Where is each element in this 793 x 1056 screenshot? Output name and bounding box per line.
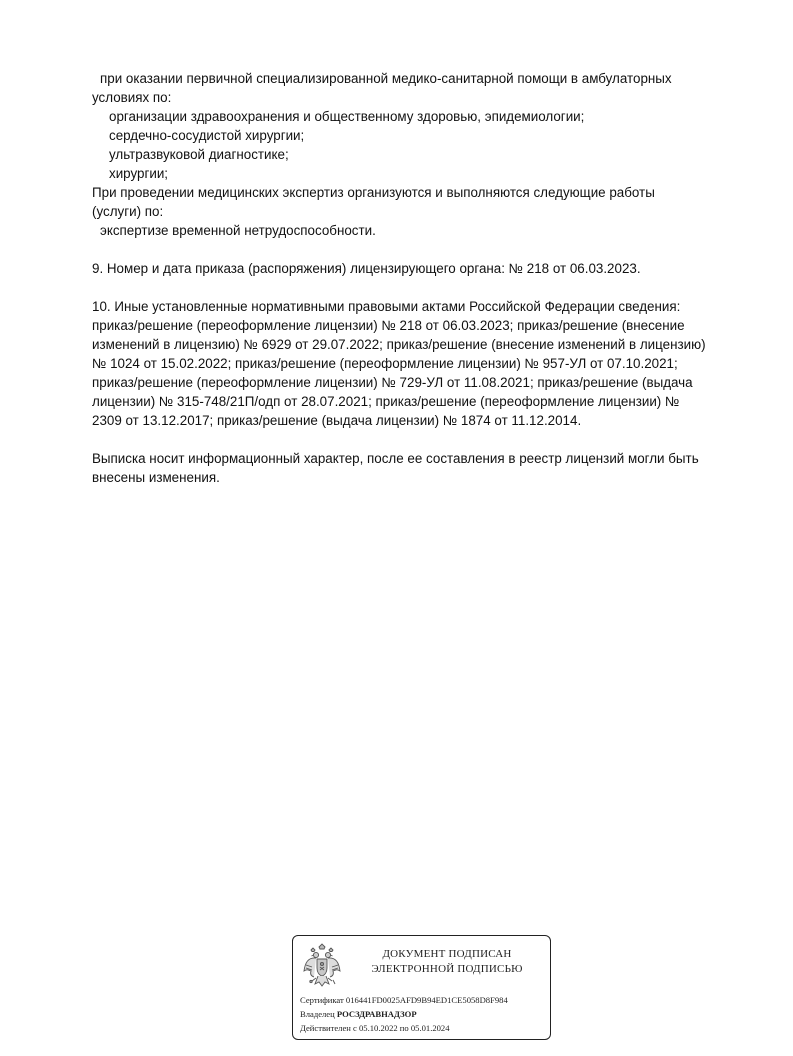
- section-10-line: 2309 от 13.12.2017; приказ/решение (выдача лицензии) № 1874 от 11.12.2014.: [92, 413, 582, 428]
- owner-row: [300, 1008, 417, 1020]
- disclaimer-note-continued: внесены изменения.: [92, 470, 220, 485]
- owner-label: Владелец: [300, 1009, 335, 1019]
- section-10-line: 10. Иные установленные нормативными правовыми актами Российской Федерации сведения:: [92, 299, 681, 314]
- certificate-value: 016441FD0025AFD9B94ED1CE5058D8F984: [345, 995, 508, 1005]
- section-9: 9. Номер и дата приказа (распоряжения) лицензирующего органа: № 218 от 06.03.2023.: [92, 261, 641, 276]
- document-body: [92, 69, 752, 487]
- validity-row: Действителен с 05.10.2022 по 05.01.2024: [300, 1023, 450, 1033]
- owner-value: РОСЗДРАВНАДЗОР: [336, 1009, 417, 1019]
- certificate-row: [300, 994, 508, 1006]
- disclaimer-note: Выписка носит информационный характер, после ее составления в реестр лицензий могли быть: [92, 451, 699, 466]
- electronic-signature-stamp: [292, 935, 551, 1040]
- expertise-intro: При проведении медицинских экспертиз организуются и выполняются следующие работы: [92, 185, 655, 200]
- services-intro: при оказании первичной специализированной медико-санитарной помощи в амбулаторных: [100, 71, 672, 86]
- service-item: хирургии;: [109, 166, 169, 181]
- service-item: сердечно-сосудистой хирургии;: [109, 128, 305, 143]
- section-10-line: № 1024 от 15.02.2022; приказ/решение (переоформление лицензии) № 957-УЛ от 07.10.2021;: [92, 356, 678, 371]
- service-item: организации здравоохранения и общественному здоровью, эпидемиологии;: [109, 109, 585, 124]
- expertise-intro-continued: (услуги) по:: [92, 204, 164, 219]
- expertise-item: экспертизе временной нетрудоспособности.: [100, 223, 376, 238]
- section-10-line: приказ/решение (переоформление лицензии) № 218 от 06.03.2023; приказ/решение (внесение: [92, 318, 685, 333]
- section-10-line: изменений в лицензию) № 6929 от 29.07.2022; приказ/решение (внесение изменений в лицензию): [92, 337, 706, 352]
- section-10-line: приказ/решение (переоформление лицензии) № 729-УЛ от 11.08.2021; приказ/решение (выдача: [92, 375, 693, 390]
- section-10-line: лицензии) № 315-748/21П/одп от 28.07.2021; приказ/решение (переоформление лицензии) №: [92, 394, 680, 409]
- certificate-label: Сертификат: [300, 995, 344, 1005]
- stamp-title: ДОКУМЕНТ ПОДПИСАН ЭЛЕКТРОННОЙ ПОДПИСЬЮ: [371, 948, 523, 975]
- service-item: ультразвуковой диагностике;: [109, 147, 289, 162]
- section-10: [92, 297, 752, 430]
- russian-coat-of-arms-icon: [302, 943, 342, 989]
- services-intro-continued: условиях по:: [92, 90, 172, 105]
